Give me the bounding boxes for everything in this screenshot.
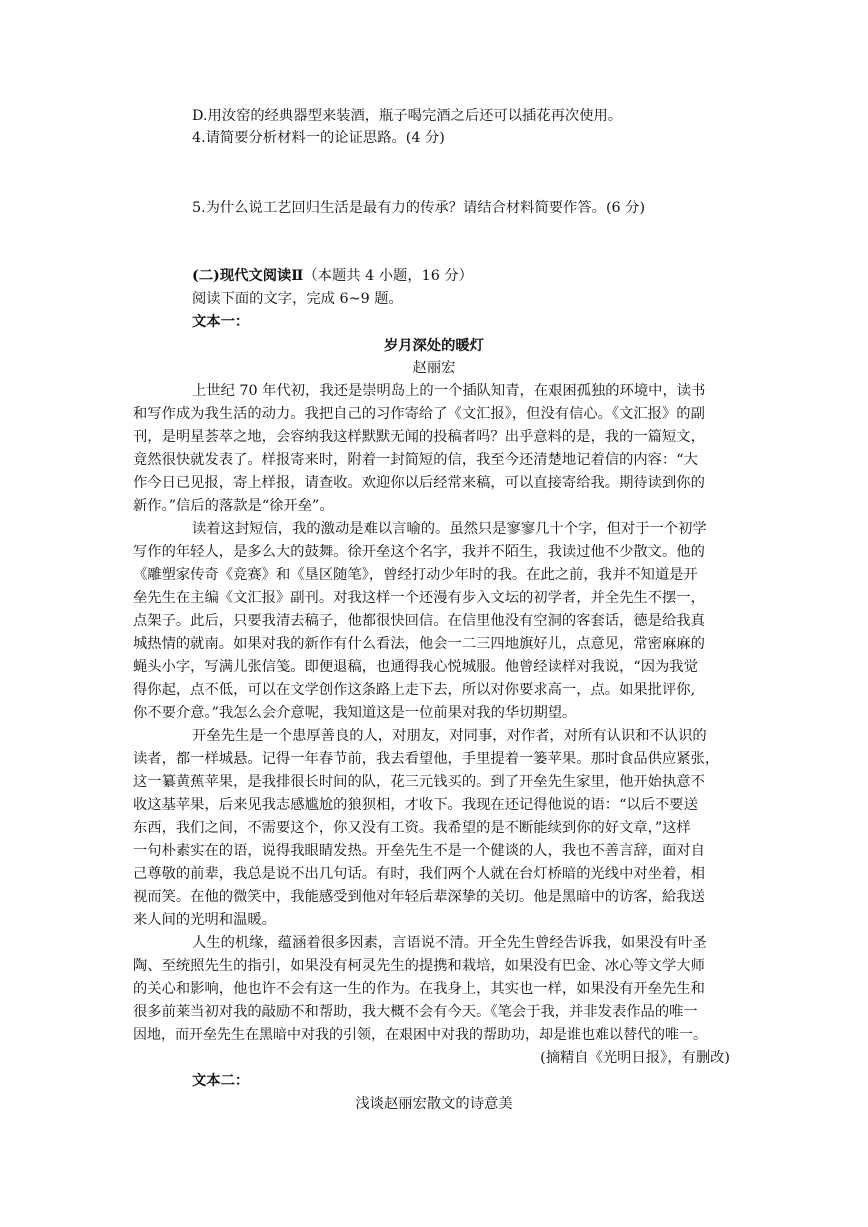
question-5: 5.为什么说工艺回归生活是最有力的传承？请结合材料简要作答。(6 分) (192, 200, 646, 216)
text1-line: 己尊敬的前辈，我总是说不出几句话。有时，我们两个人就在台灯桥暗的光线中对坐着，相 (133, 866, 705, 882)
text1-line: 上世纪 70 年代初，我还是崇明岛上的一个插队知青，在艰困孤独的环境中，读书 (192, 383, 706, 399)
section-heading (192, 265, 473, 287)
section-instruction: 阅读下面的文字，完成 6~9 题。 (192, 291, 403, 307)
text1-line: 和写作成为我生活的动力。我把自己的习作寄给了《文汇报》，但没有信心。《文汇报》的副 (133, 406, 705, 422)
text1-line: 刊，是明星荟萃之地，会容纳我这样默默无闻的投稿者吗？出乎意料的是，我的一篇短文， (133, 429, 705, 445)
text1-line: 来人间的光明和温暖。 (133, 912, 276, 928)
text1-line: 垒先生在主编《文汇报》副刊。对我这样一个还漫有步入文坛的初学者，并全先生不摆一， (133, 590, 705, 606)
text1-author: 赵丽宏 (412, 360, 456, 376)
text2-title: 浅谈赵丽宏散文的诗意美 (355, 1096, 513, 1112)
text1-line: 读着这封短信，我的激动是难以言喻的。虽然只是寥寥几十个字，但对于一个初学 (192, 521, 707, 537)
section-heading-note: （本题共 4 小题，16 分） (303, 268, 473, 284)
text1-line: 东西，我们之间，不需要这个，你又没有工资。我希望的是不断能续到你的好文章，”这样 (133, 820, 691, 836)
text2-label: 文本二： (192, 1073, 250, 1089)
text1-line: 得你起，点不低，可以在文学创作这条路上走下去，所以对你要求高一，点。如果批评你, (133, 682, 696, 698)
text1-line: 因地，而开垒先生在黑暗中对我的引领，在艰困中对我的帮助功，却是谁也难以替代的唯一。 (133, 1027, 707, 1043)
text1-line: 陶、至统照先生的指引，如果没有柯灵先生的提携和栽培，如果没有巴金、冰心等文学大师 (133, 958, 705, 974)
text1-line: 蝇头小字，写满儿张信笺。即便退稿，也通得我心悦城服。他曾经读样对我说，“因为我觉 (133, 659, 698, 675)
text1-line: 收这基苹果，后来见我志感尴尬的狼狈相，才收下。我现在还记得他说的语：“以后不要送 (133, 797, 698, 813)
text1-line: 的关心和影响，他也许不会有这一生的作为。在我身上，其实也一样，如果没有开垒先生和 (133, 981, 705, 997)
text1-line: 读者，都一样城悬。记得一年春节前，我去看望他，手里提着一篓苹果。那时食品供应紧张， (133, 751, 720, 767)
question-4: 4.请简要分析材料一的论证思路。(4 分) (192, 130, 445, 146)
text1-line: 竟然很快就发表了。样报寄来时，附着一封简短的信，我至今还清楚地记着信的内容：“大 (133, 452, 698, 468)
text1-line: 《雕塑家传奇《竞赛》和《垦区随笔》，曾经打动少年时的我。在此之前，我并不知道是开 (133, 567, 698, 583)
text1-source: (摘精自《光明日报》，有删改) (540, 1050, 730, 1066)
text1-line: 视而笑。在他的微笑中，我能感受到他对年轻后辈深挚的关切。他是黑暗中的访客，給我送 (133, 889, 705, 905)
text1-line: 一句朴素实在的语，说得我眼睛发热。开垒先生不是一个健谈的人，我也不善言辞，面对自 (133, 843, 705, 859)
text1-line: 写作的年轻人，是多么大的鼓舞。徐开垒这个名字，我并不陌生，我读过他不少散文。他的 (133, 544, 705, 560)
text1-line: 开垒先生是一个患厚善良的人，对朋友，对同事，对作者，对所有认识和不认识的 (192, 728, 707, 744)
text1-line: 这一纂黄蕉苹果，是我排很长时间的队，花三元钱买的。到了开垒先生家里，他开始执意不 (133, 774, 705, 790)
text1-line: 作今日已见报，寄上样报，请查收。欢迎你以后经常来稿，可以直接寄给我。期待读到你的 (133, 475, 705, 491)
question-3-option-d: D.用汝窑的经典器型来装酒，瓶子喝完酒之后还可以插花再次使用。 (192, 108, 623, 124)
text1-line: 你不要介意。”我怎么会介意呢，我知道这是一位前果对我的华切期望。 (133, 705, 577, 721)
text1-line: 点架子。此后，只要我清去稿子，他都很快回信。在信里他没有空洞的客套话，德是给我真 (133, 613, 705, 629)
text1-line: 新作。”信后的落款是“徐开垒”。 (133, 498, 334, 514)
section-heading-title: (二)现代文阅读Ⅱ (192, 268, 304, 284)
text1-label: 文本一： (192, 314, 250, 330)
text1-line: 很多前莱当初对我的敲励不和帮助，我大概不会有今天。《笔会于我，并非发表作品的唯一 (133, 1004, 698, 1020)
text1-line: 人生的机缘，蕴涵着很多因素，言语说不清。开全先生曾经告诉我，如果没有叶圣 (192, 935, 707, 951)
text1-title: 岁月深处的暖灯 (383, 338, 485, 354)
text1-line: 城热情的就南。如果对我的新作有什么看法，他会一二三四地旗好儿，点意见，常密麻麻的 (133, 636, 705, 652)
